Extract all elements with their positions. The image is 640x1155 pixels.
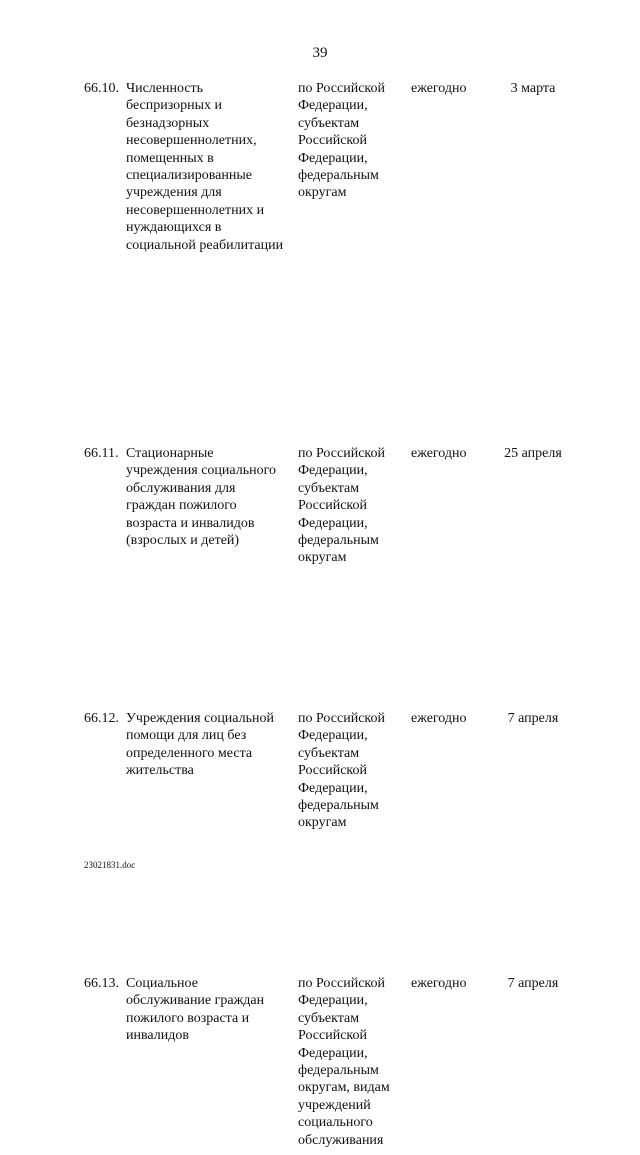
row-number: 66.11. bbox=[84, 446, 119, 461]
row-number: 66.13. bbox=[84, 976, 119, 991]
breakdown-scope bbox=[298, 445, 408, 567]
text-line: нуждающихся в bbox=[126, 220, 222, 236]
table-row bbox=[0, 80, 640, 260]
text-line: жительства bbox=[126, 763, 194, 779]
text-line: Федерации, bbox=[298, 780, 368, 796]
text-line: по Российской bbox=[298, 711, 385, 726]
row-number: 66.10. bbox=[84, 81, 119, 96]
text-line: субъектам bbox=[298, 480, 360, 496]
text-line: Российской bbox=[298, 133, 367, 149]
footer-filename: 23021831.doc bbox=[84, 860, 136, 870]
deadline: 25 апреля bbox=[504, 446, 562, 461]
text-line: Социальное bbox=[126, 976, 198, 991]
text-line: Федерации, bbox=[298, 98, 368, 114]
text-line: Федерации, bbox=[298, 728, 368, 744]
text-line: специализированные bbox=[126, 168, 252, 184]
frequency: ежегодно bbox=[411, 711, 467, 726]
text-line: помещенных в bbox=[126, 150, 214, 166]
text-line: округам bbox=[298, 550, 347, 566]
indicator-name bbox=[126, 975, 294, 1045]
text-line: несовершеннолетних и bbox=[126, 202, 265, 218]
text-line: округам bbox=[298, 815, 347, 831]
text-line: Российской bbox=[298, 763, 367, 779]
text-line: федеральным bbox=[298, 168, 379, 184]
table-row bbox=[0, 975, 640, 1155]
text-line: безнадзорных bbox=[126, 115, 210, 131]
text-line: Федерации, bbox=[298, 1045, 368, 1061]
text-line: (взрослых и детей) bbox=[126, 533, 240, 549]
text-line: определенного места bbox=[126, 745, 253, 761]
text-line: субъектам bbox=[298, 115, 360, 131]
text-line: округам bbox=[298, 185, 347, 201]
table-row bbox=[0, 710, 640, 840]
deadline: 3 марта bbox=[510, 81, 556, 96]
text-line: Российской bbox=[298, 1028, 367, 1044]
text-line: социального bbox=[298, 1115, 373, 1131]
text-line: субъектам bbox=[298, 745, 360, 761]
text-line: Учреждения социальной bbox=[126, 711, 274, 726]
text-line: учреждений bbox=[298, 1097, 371, 1113]
text-line: по Российской bbox=[298, 976, 385, 991]
breakdown-scope bbox=[298, 710, 408, 832]
text-line: учреждения социального bbox=[126, 463, 276, 479]
page-number: 39 bbox=[312, 45, 328, 61]
text-line: Стационарные bbox=[126, 446, 214, 461]
text-line: граждан пожилого bbox=[126, 498, 237, 514]
indicator-name bbox=[126, 710, 294, 780]
text-line: субъектам bbox=[298, 1010, 360, 1026]
deadline: 7 апреля bbox=[507, 711, 559, 726]
indicator-name bbox=[126, 80, 294, 254]
frequency: ежегодно bbox=[411, 81, 467, 96]
text-line: возраста и инвалидов bbox=[126, 515, 255, 531]
text-line: Федерации, bbox=[298, 515, 368, 531]
frequency: ежегодно bbox=[411, 976, 467, 991]
text-line: обслуживания bbox=[298, 1132, 384, 1148]
table-row bbox=[0, 445, 640, 575]
text-line: Федерации, bbox=[298, 463, 368, 479]
text-line: по Российской bbox=[298, 446, 385, 461]
text-line: Федерации, bbox=[298, 993, 368, 1009]
indicator-name bbox=[126, 445, 294, 549]
text-line: по Российской bbox=[298, 81, 385, 96]
breakdown-scope bbox=[298, 80, 408, 202]
text-line: пожилого возраста и bbox=[126, 1010, 250, 1026]
text-line: федеральным bbox=[298, 533, 379, 549]
text-line: социальной реабилитации bbox=[126, 237, 284, 253]
text-line: округам, видам bbox=[298, 1080, 390, 1096]
text-line: учреждения для bbox=[126, 185, 222, 201]
text-line: обслуживания для bbox=[126, 480, 236, 496]
text-line: инвалидов bbox=[126, 1028, 189, 1044]
text-line: беспризорных и bbox=[126, 98, 223, 114]
row-number: 66.12. bbox=[84, 711, 119, 726]
text-line: несовершеннолетних, bbox=[126, 133, 257, 149]
breakdown-scope bbox=[298, 975, 408, 1149]
text-line: помощи для лиц без bbox=[126, 728, 247, 744]
text-line: федеральным bbox=[298, 1063, 379, 1079]
text-line: Федерации, bbox=[298, 150, 368, 166]
text-line: Численность bbox=[126, 81, 204, 96]
deadline: 7 апреля bbox=[507, 976, 559, 991]
text-line: обслуживание граждан bbox=[126, 993, 265, 1009]
text-line: федеральным bbox=[298, 798, 379, 814]
frequency: ежегодно bbox=[411, 446, 467, 461]
text-line: Российской bbox=[298, 498, 367, 514]
